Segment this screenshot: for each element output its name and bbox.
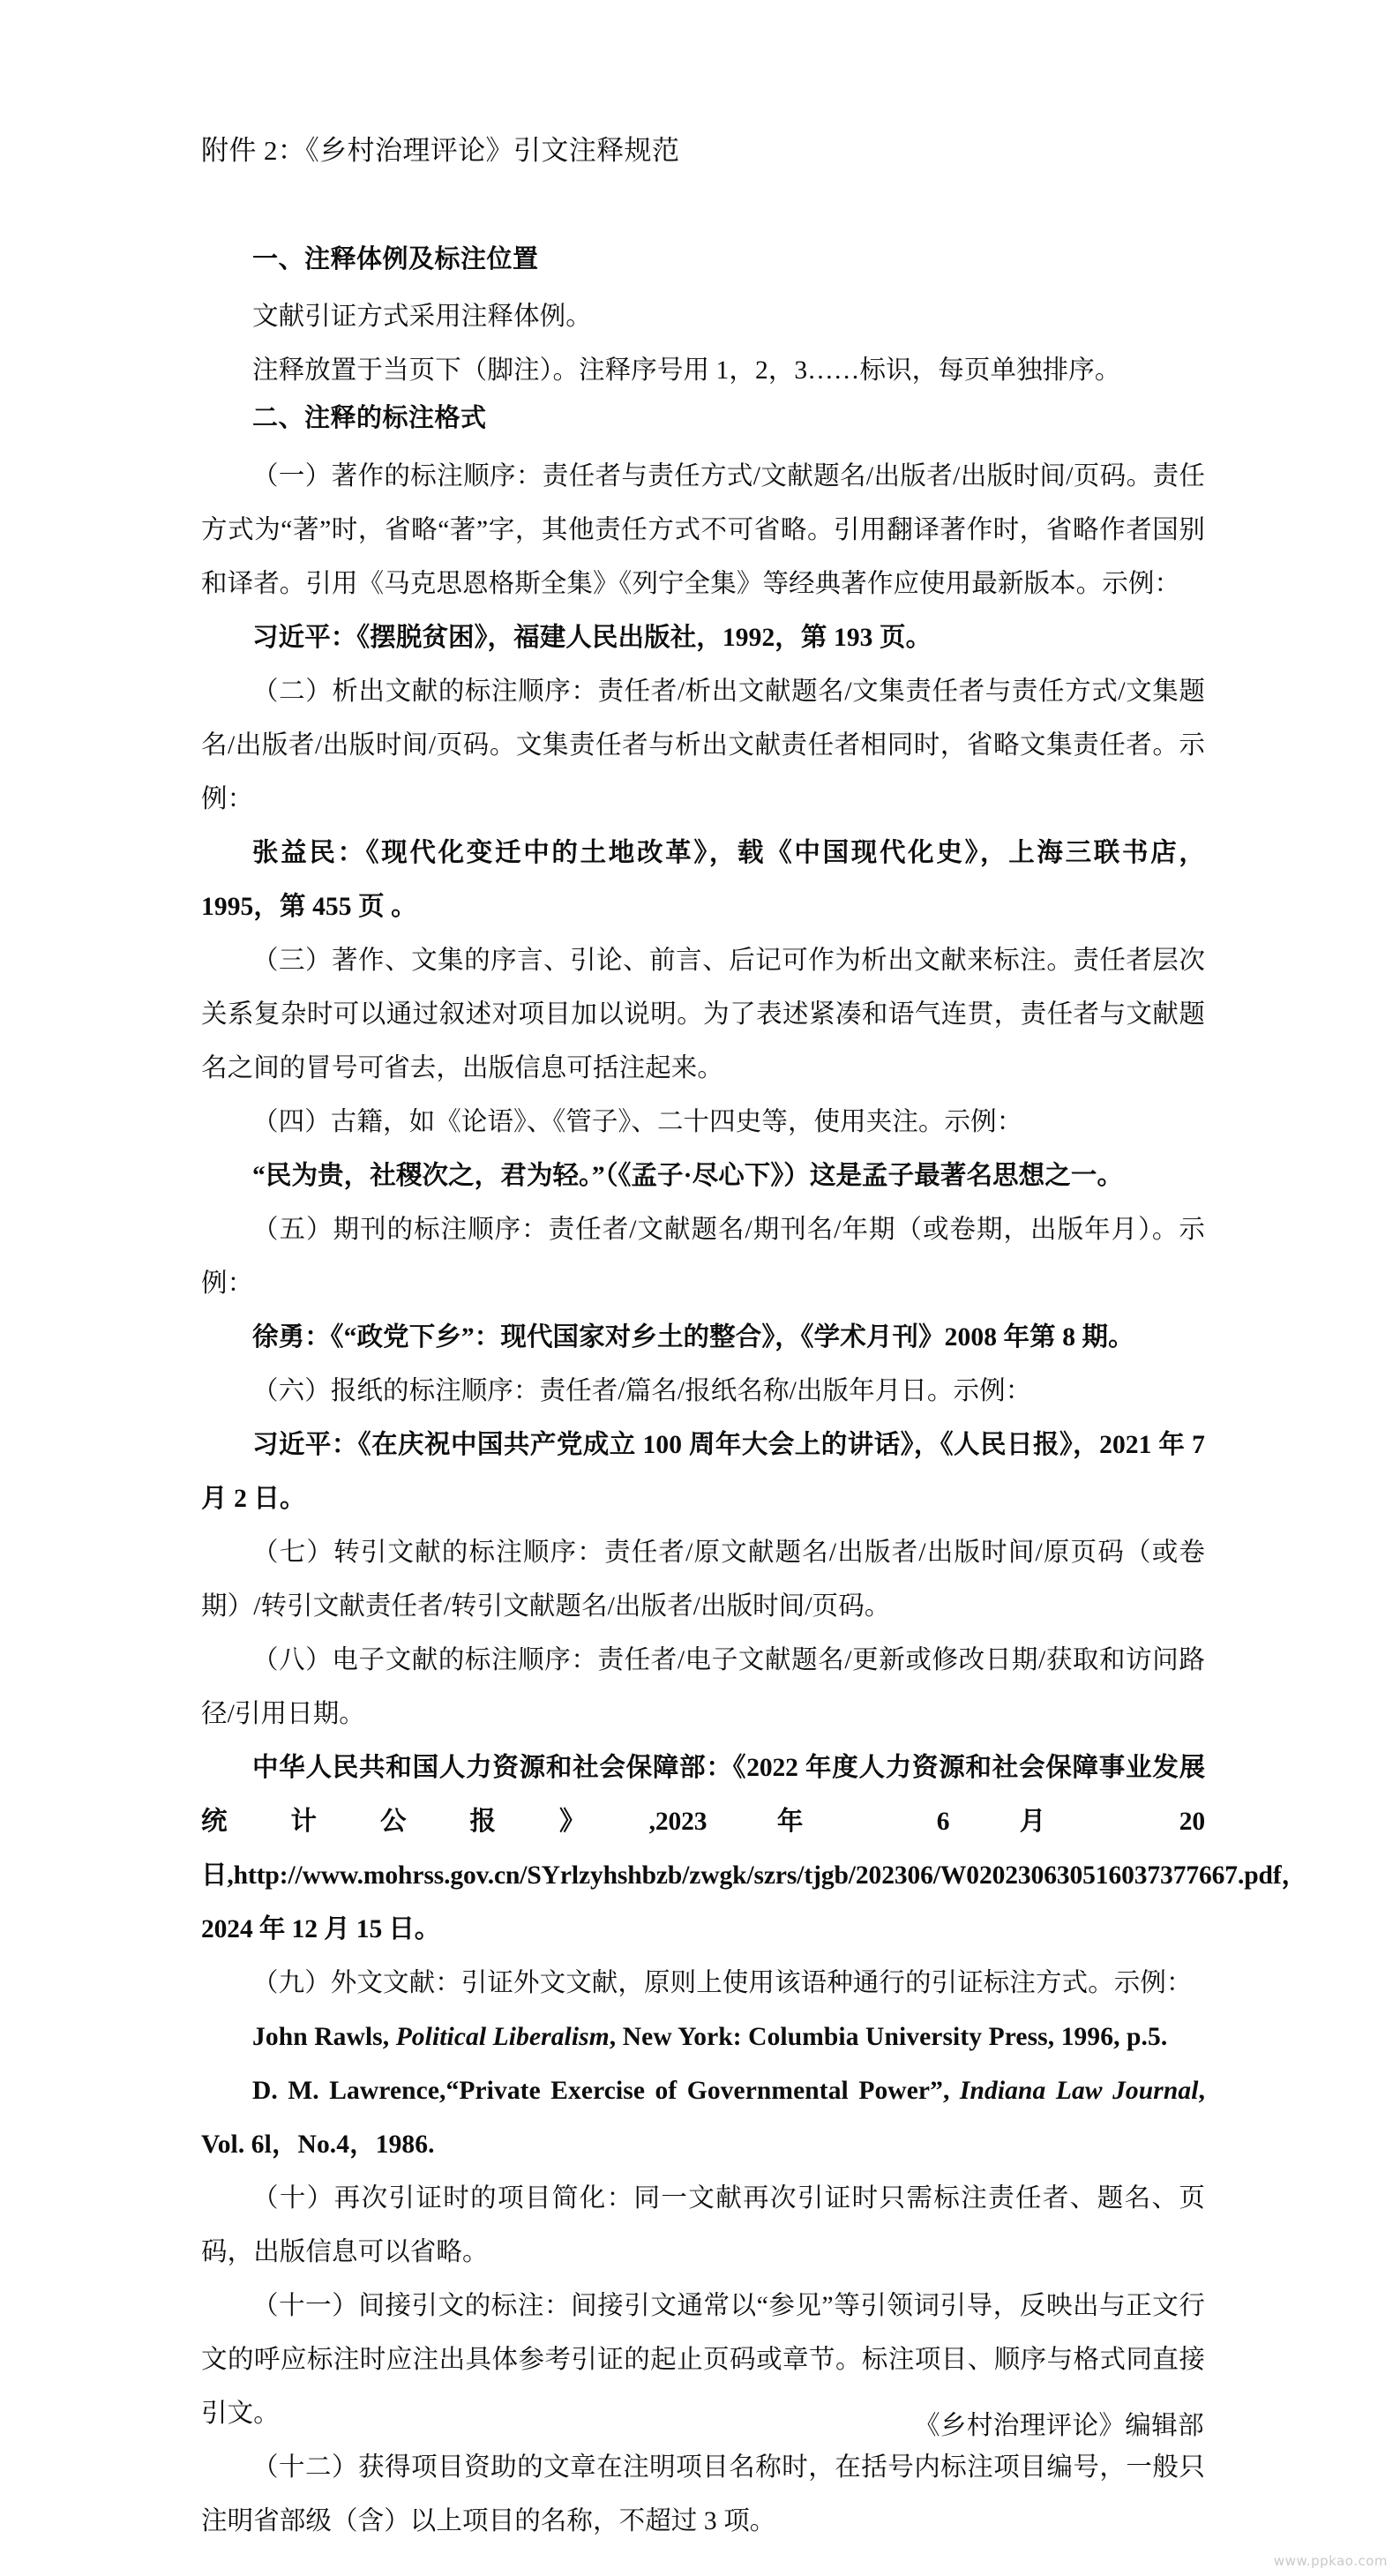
item-3-text: （三）著作、文集的序言、引论、前言、后记可作为析出文献来标注。责任者层次关系复杂时可以通过叙述对项目加以说明。为了表述紧凑和语气连贯，责任者与文献题名之间的冒号可省去，出版信息可括注起来。 <box>201 947 1205 1083</box>
item-8-example: 中华人民共和国人力资源和社会保障部：《2022 年度人力资源和社会保障事业发展统计公报》,2023 年 6 月 20 日,http://www.mohrss.gov.cn/SYrlzyhshbzb/zwgk/szrs/tjgb/202306/W020230630516037377667.pdf，2024 年 12 月 15 日。 <box>201 1754 1307 1944</box>
item-2-text: （二）析出文献的标注顺序：责任者/析出文献题名/文集责任者与责任方式/文集题名/出版者/出版时间/页码。文集责任者与析出文献责任者相同时，省略文集责任者。示例： <box>201 678 1205 814</box>
section-one-paragraph-1: 文献引证方式采用注释体例。 <box>252 303 592 332</box>
lawrence-volume: , Vol. 6l，No.4，1986. <box>201 2077 1206 2160</box>
item-4-text: （四）古籍，如《论语》、《管子》、二十四史等，使用夹注。示例： <box>252 1108 1023 1137</box>
item-1-example: 习近平：《摆脱贫困》，福建人民出版社，1992，第 193 页。 <box>252 624 932 653</box>
rawls-imprint: , New York: Columbia University Press, 1996, p.5. <box>609 2023 1168 2052</box>
item-12-text: （十二）获得项目资助的文章在注明项目名称时，在括号内标注项目编号，一般只注明省部级（含）以上项目的名称，不超过 3 项。 <box>201 2453 1205 2536</box>
item-8-text: （八）电子文献的标注顺序：责任者/电子文献题名/更新或修改日期/获取和访问路径/引用日期。 <box>201 1646 1205 1729</box>
item-9-example-rawls <box>201 2011 1205 2064</box>
rawls-author: John Rawls, <box>252 2023 396 2052</box>
document-body <box>201 131 1307 2549</box>
item-5-text: （五）期刊的标注顺序：责任者/文献题名/期刊名/年期（或卷期，出版年月）。示例： <box>201 1216 1205 1299</box>
item-5-example: 徐勇：《“政党下乡”：现代国家对乡土的整合》，《学术月刊》2008 年第 8 期。 <box>252 1323 1134 1352</box>
item-1-text: （一）著作的标注顺序：责任者与责任方式/文献题名/出版者/出版时间/页码。责任方式为“著”时，省略“著”字，其他责任方式不可省略。引用翻译著作时，省略作者国别和译者。引用《马克思恩格斯全集》《列宁全集》等经典著作应使用最新版本。示例： <box>201 462 1205 599</box>
section-heading-two: 二、注释的标注格式 <box>252 402 487 433</box>
rawls-title: Political Liberalism <box>395 2023 610 2052</box>
editorial-office-signature: 《乡村治理评论》编辑部 <box>914 2412 1204 2440</box>
item-6-example: 习近平：《在庆祝中国共产党成立 100 周年大会上的讲话》，《人民日报》，2021 年 7 月 2 日。 <box>201 1431 1205 1514</box>
document-title: 附件 2：《乡村治理评论》引文注释规范 <box>201 135 680 166</box>
item-9-example-lawrence <box>201 2064 1205 2172</box>
item-7-text: （七）转引文献的标注顺序：责任者/原文献题名/出版者/出版时间/原页码（或卷期）/转引文献责任者/转引文献题名/出版者/出版时间/页码。 <box>201 1539 1205 1621</box>
watermark-text: www.ppkao.com <box>1273 2553 1388 2569</box>
item-10-text: （十）再次引证时的项目简化：同一文献再次引证时只需标注责任者、题名、页码，出版信息可以省略。 <box>201 2184 1205 2267</box>
item-6-text: （六）报纸的标注顺序：责任者/篇名/报纸名称/出版年月日。示例： <box>252 1377 1032 1406</box>
item-2-example: 张益民：《现代化变迁中的土地改革》，载《中国现代化史》，上海三联书店，1995，第 455 页 。 <box>201 839 1205 922</box>
lawrence-author: D. M. Lawrence,“Private Exercise of Governmental Power”, <box>252 2077 960 2106</box>
lawrence-journal: Indiana Law Journal <box>959 2077 1199 2106</box>
section-heading-one: 一、注释体例及标注位置 <box>252 243 539 273</box>
item-9-text: （九）外文文献：引证外文文献，原则上使用该语种通行的引证标注方式。示例： <box>252 1969 1193 1998</box>
item-11-text: （十一）间接引文的标注：间接引文通常以“参见”等引领词引导，反映出与正文行文的呼应标注时应注出具体参考引证的起止页码或章节。标注项目、顺序与格式同直接引文。 <box>201 2292 1205 2429</box>
section-one-paragraph-2: 注释放置于当页下（脚注）。注释序号用 1，2，3……标识，每页单独排序。 <box>252 356 1121 386</box>
item-4-example: “民为贵，社稷次之，君为轻。”（《孟子·尽心下》）这是孟子最著名思想之一。 <box>252 1162 1124 1191</box>
